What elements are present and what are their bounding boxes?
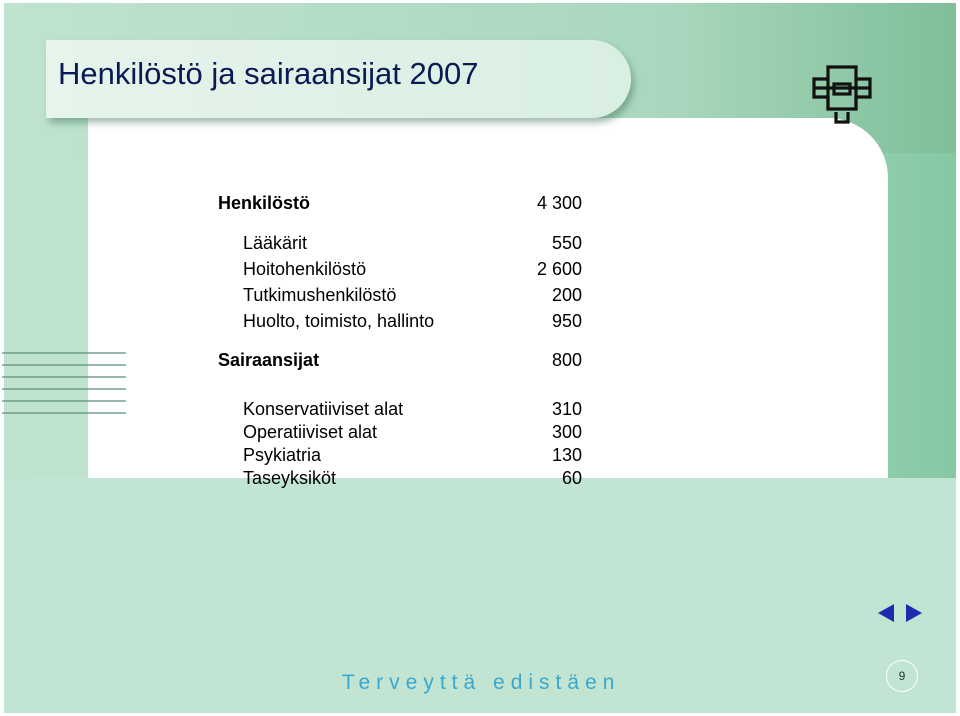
row-value: 2 600 — [536, 259, 582, 279]
row-value: 950 — [551, 311, 582, 331]
staff-total-row — [0, 193, 960, 217]
staff-header-value: 4 300 — [536, 193, 582, 213]
staff-header-label: Henkilöstö — [218, 193, 311, 213]
row-label: Konservatiiviset alat — [243, 399, 404, 419]
table-row — [0, 468, 960, 492]
table-row — [0, 445, 960, 469]
row-value: 200 — [551, 285, 582, 305]
row-label: Tutkimushenkilöstö — [243, 285, 397, 305]
row-label: Psykiatria — [243, 445, 322, 465]
slide-title: Henkilöstö ja sairaansijat 2007 — [58, 56, 479, 91]
triangle-left-icon[interactable] — [875, 602, 897, 624]
page-number: 9 — [886, 660, 918, 692]
table-row — [0, 311, 960, 335]
row-value: 310 — [551, 399, 582, 419]
footer-slogan: Terveyttä edistäen — [342, 671, 621, 694]
row-label: Taseyksiköt — [243, 468, 337, 488]
row-value: 550 — [551, 233, 582, 253]
beds-header-value: 800 — [551, 350, 582, 370]
table-row — [0, 259, 960, 283]
row-value: 130 — [551, 445, 582, 465]
beds-header-label: Sairaansijat — [218, 350, 320, 370]
row-label: Hoitohenkilöstö — [243, 259, 367, 279]
row-label: Lääkärit — [243, 233, 308, 253]
row-value: 60 — [561, 468, 582, 488]
row-label: Huolto, toimisto, hallinto — [243, 311, 435, 331]
beds-total-row — [0, 350, 960, 374]
table-row — [0, 399, 960, 423]
hospital-logo-icon — [808, 64, 876, 126]
row-value: 300 — [551, 422, 582, 442]
row-label: Operatiiviset alat — [243, 422, 378, 442]
triangle-right-icon[interactable] — [903, 602, 925, 624]
table-row — [0, 422, 960, 446]
table-row — [0, 233, 960, 257]
table-row — [0, 285, 960, 309]
